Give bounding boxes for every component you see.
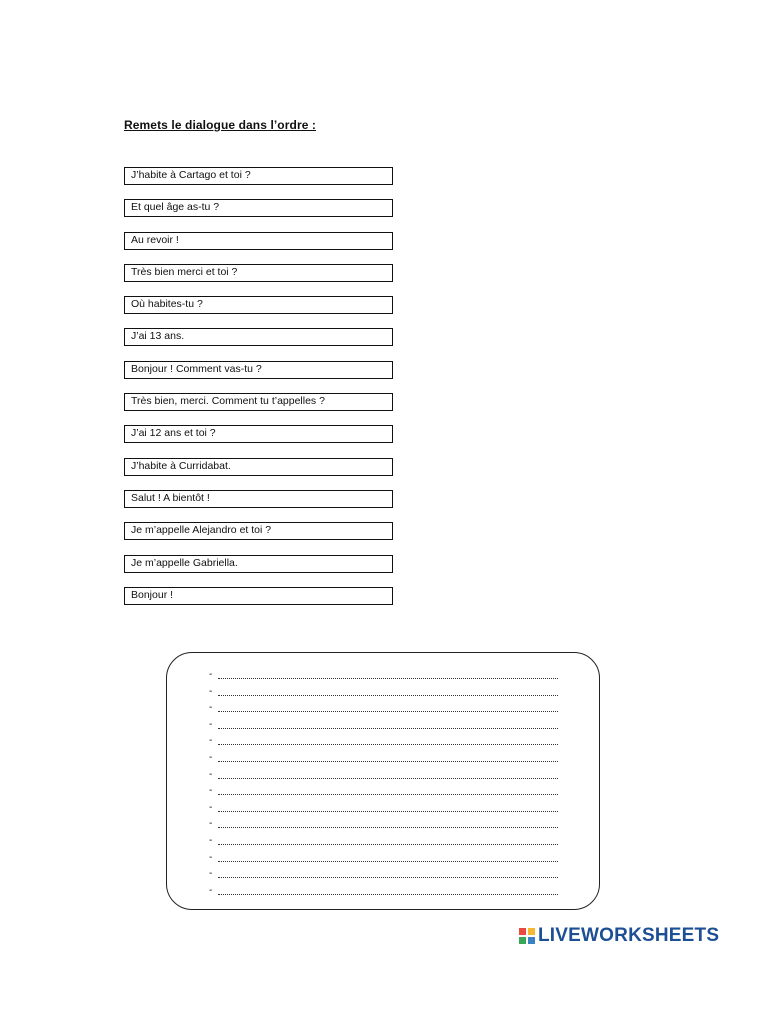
logo-square	[528, 937, 535, 944]
dotted-writing-line	[218, 811, 558, 812]
dialogue-item[interactable]: Très bien merci et toi ?	[124, 264, 393, 282]
dialogue-item[interactable]: J’ai 13 ans.	[124, 328, 393, 346]
dialogue-item[interactable]: Et quel âge as-tu ?	[124, 199, 393, 217]
dotted-writing-line	[218, 728, 558, 729]
logo-square	[528, 928, 535, 935]
dotted-writing-line	[218, 711, 558, 712]
line-bullet: -	[209, 834, 213, 846]
liveworksheets-brand	[519, 925, 719, 947]
dotted-writing-line	[218, 827, 558, 828]
dialogue-item[interactable]: Salut ! A bientôt !	[124, 490, 393, 508]
logo-square	[519, 928, 526, 935]
line-bullet: -	[209, 801, 213, 813]
answer-line[interactable]	[209, 818, 559, 835]
dotted-writing-line	[218, 744, 558, 745]
line-bullet: -	[209, 818, 213, 830]
answer-line[interactable]	[209, 719, 559, 736]
line-bullet: -	[209, 768, 213, 780]
answer-line[interactable]	[209, 702, 559, 719]
answer-line[interactable]	[209, 885, 559, 902]
line-bullet: -	[209, 751, 213, 763]
answer-line[interactable]	[209, 752, 559, 769]
answer-line[interactable]	[209, 835, 559, 852]
dotted-writing-line	[218, 861, 558, 862]
dialogue-item[interactable]: Bonjour !	[124, 587, 393, 605]
dialogue-item[interactable]: Au revoir !	[124, 232, 393, 250]
dialogue-item[interactable]: J’habite à Cartago et toi ?	[124, 167, 393, 185]
dotted-writing-line	[218, 761, 558, 762]
line-bullet: -	[209, 685, 213, 697]
line-bullet: -	[209, 868, 213, 880]
dialogue-item[interactable]: Bonjour ! Comment vas-tu ?	[124, 361, 393, 379]
answer-line[interactable]	[209, 669, 559, 686]
dialogue-item[interactable]: Je m’appelle Alejandro et toi ?	[124, 522, 393, 540]
dotted-writing-line	[218, 695, 558, 696]
liveworksheets-logo-icon	[519, 928, 535, 944]
worksheet-title: Remets le dialogue dans l’ordre :	[124, 118, 317, 132]
dotted-writing-line	[218, 894, 558, 895]
dotted-writing-line	[218, 778, 558, 779]
line-bullet: -	[209, 702, 213, 714]
dialogue-item[interactable]: J’habite à Curridabat.	[124, 458, 393, 476]
answer-line[interactable]	[209, 735, 559, 752]
answer-line[interactable]	[209, 802, 559, 819]
answer-line[interactable]	[209, 868, 559, 885]
line-bullet: -	[209, 669, 213, 680]
answer-line[interactable]	[209, 769, 559, 786]
brand-name: LIVEWORKSHEETS	[538, 925, 720, 946]
dotted-writing-line	[218, 844, 558, 845]
line-bullet: -	[209, 851, 213, 863]
dialogue-item[interactable]: J’ai 12 ans et toi ?	[124, 425, 393, 443]
dotted-writing-line	[218, 794, 558, 795]
dialogue-item[interactable]: Très bien, merci. Comment tu t’appelles ?	[124, 393, 393, 411]
dialogue-items-list	[124, 167, 393, 619]
answer-lines	[209, 669, 559, 901]
line-bullet: -	[209, 735, 213, 747]
dialogue-item[interactable]: Je m’appelle Gabriella.	[124, 555, 393, 573]
line-bullet: -	[209, 718, 213, 730]
answer-line[interactable]	[209, 686, 559, 703]
answer-line[interactable]	[209, 785, 559, 802]
dotted-writing-line	[218, 877, 558, 878]
line-bullet: -	[209, 785, 213, 797]
dotted-writing-line	[218, 678, 558, 679]
answer-box	[166, 652, 600, 910]
logo-square	[519, 937, 526, 944]
answer-line[interactable]	[209, 852, 559, 869]
line-bullet: -	[209, 884, 213, 896]
dialogue-item[interactable]: Où habites-tu ?	[124, 296, 393, 314]
